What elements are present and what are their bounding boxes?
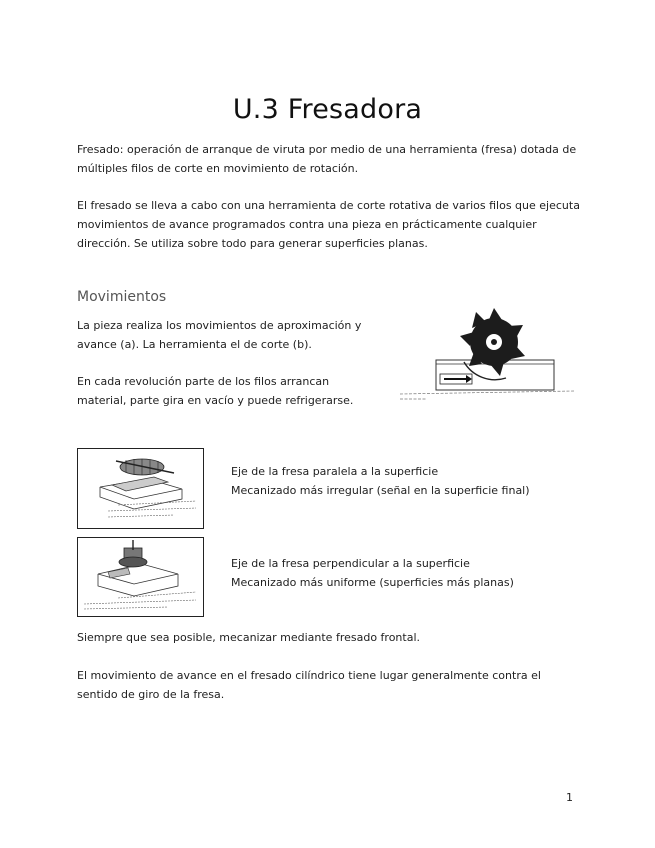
peripheral-milling-line-2: Mecanizado más irregular (señal en la superficie final)	[231, 484, 530, 497]
page-title: U.3 Fresadora	[232, 94, 423, 126]
face-milling-text	[231, 554, 514, 592]
milling-cutter-figure	[396, 298, 578, 408]
face-milling-line-1: Eje de la fresa perpendicular a la superficie	[231, 557, 470, 570]
face-milling-line-2: Mecanizado más uniforme (superficies más planas)	[231, 576, 514, 589]
movements-paragraph-2: En cada revolución parte de los filos arrancan material, parte gira en vacío y puede refrigerarse.	[77, 375, 354, 407]
movements-paragraph-1: La pieza realiza los movimientos de aproximación y avance (a). La herramienta el de corte (b).	[77, 319, 362, 351]
face-milling-drawing	[78, 538, 203, 616]
milling-cutter-drawing	[396, 298, 578, 408]
peripheral-milling-drawing	[78, 449, 203, 528]
definition-paragraph: Fresado: operación de arranque de viruta por medio de una herramienta (fresa) dotada de múltiples filos de corte en movimiento de rotación.	[77, 143, 577, 175]
page-number: 1	[566, 791, 573, 804]
face-milling-figure	[77, 537, 204, 617]
description-paragraph: El fresado se lleva a cabo con una herramienta de corte rotativa de varios filos que ejecuta movimientos de avance programados contra una pieza en prácticamente cualquier dirección. Se utiliza sobre todo para generar superficies planas.	[77, 199, 580, 250]
feed-note-paragraph: El movimiento de avance en el fresado cilíndrico tiene lugar generalmente contra el sentido de giro de la fresa.	[77, 669, 541, 701]
recommendation-paragraph: Siempre que sea posible, mecanizar mediante fresado frontal.	[77, 631, 421, 644]
peripheral-milling-figure	[77, 448, 204, 529]
movements-heading: Movimientos	[77, 289, 167, 305]
peripheral-milling-line-1: Eje de la fresa paralela a la superficie	[231, 465, 439, 478]
peripheral-milling-text	[231, 462, 530, 500]
